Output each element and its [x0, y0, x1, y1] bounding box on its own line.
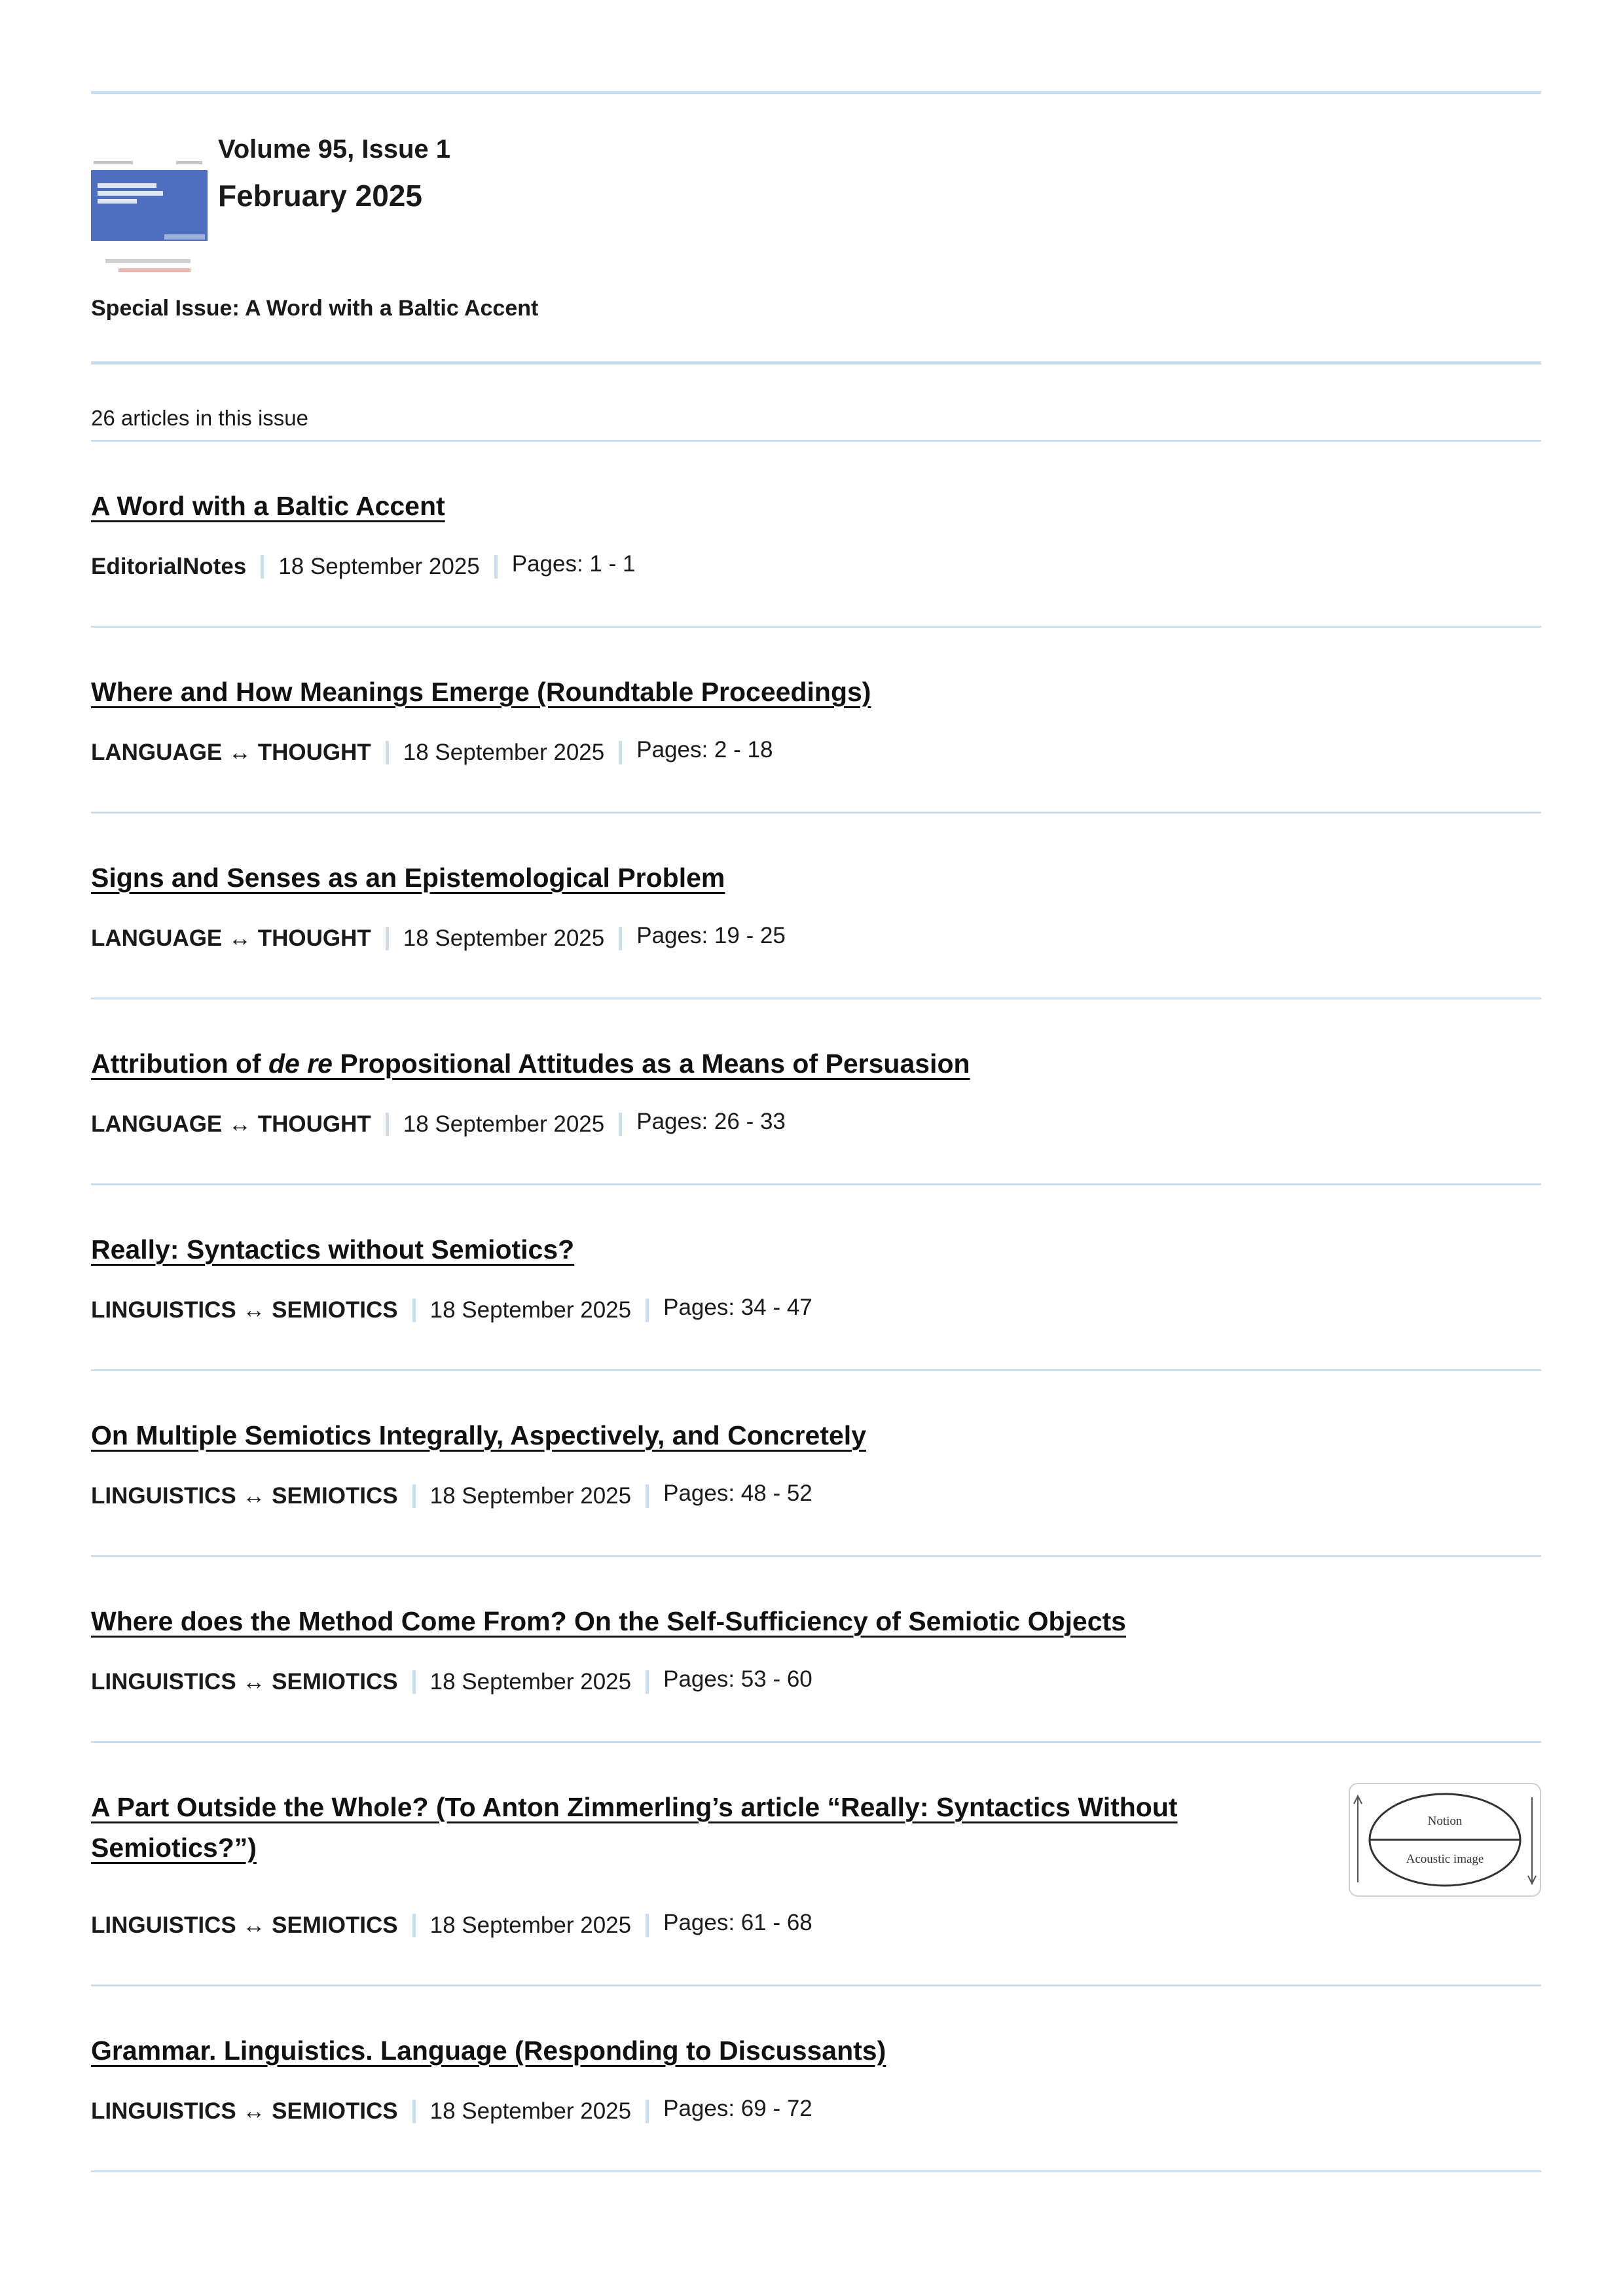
article-thumbnail-diagram[interactable] — [1349, 1783, 1541, 1897]
special-issue-title: Special Issue: A Word with a Baltic Accent — [91, 296, 539, 321]
meta-separator — [619, 741, 622, 764]
article-section: LINGUISTICS ↔ SEMIOTICS — [91, 1912, 398, 1938]
article-section: EditorialNotes — [91, 554, 247, 579]
meta-separator — [412, 2100, 416, 2123]
meta-separator — [619, 927, 622, 950]
diagram-label-notion: Notion — [1427, 1814, 1463, 1828]
article-section: LINGUISTICS ↔ SEMIOTICS — [91, 1483, 398, 1509]
title-part: Attribution of — [91, 1049, 268, 1079]
article-meta — [91, 551, 636, 580]
notion-acoustic-image-diagram — [1350, 1784, 1540, 1895]
list-item — [91, 627, 1541, 813]
list-item — [91, 441, 1541, 627]
article-list — [91, 441, 1541, 2172]
meta-separator — [412, 1670, 416, 1694]
header-divider — [91, 361, 1541, 365]
article-date: 18 September 2025 — [403, 1111, 605, 1137]
meta-separator — [386, 927, 389, 950]
article-section: LINGUISTICS ↔ SEMIOTICS — [91, 1669, 398, 1695]
meta-separator — [646, 2100, 649, 2123]
article-pages: Pages: 19 - 25 — [636, 923, 786, 948]
article-meta — [91, 1912, 812, 1939]
article-divider — [91, 2170, 1541, 2172]
meta-separator — [386, 1113, 389, 1136]
article-date: 18 September 2025 — [429, 2098, 632, 2124]
article-pages: Pages: 2 - 18 — [636, 737, 773, 762]
meta-separator — [412, 1914, 416, 1937]
article-section: LINGUISTICS ↔ SEMIOTICS — [91, 2098, 398, 2124]
meta-separator — [412, 1299, 416, 1322]
article-title-link[interactable] — [91, 1043, 1191, 1084]
article-date: 18 September 2025 — [278, 554, 480, 579]
article-date: 18 September 2025 — [403, 925, 605, 951]
list-item — [91, 1556, 1541, 1742]
meta-separator — [646, 1914, 649, 1937]
article-count: 26 articles in this issue — [91, 406, 308, 430]
list-item — [91, 1986, 1541, 2172]
article-title-link[interactable]: Where and How Meanings Emerge (Roundtable Proceedings) — [91, 677, 871, 707]
diagram-label-acoustic: Acoustic image — [1406, 1852, 1484, 1866]
article-meta — [91, 1480, 812, 1509]
article-meta — [91, 925, 786, 952]
article-title-link[interactable]: Really: Syntactics without Semiotics? — [91, 1234, 575, 1265]
article-title-link[interactable]: Where does the Method Come From? On the Self-Sufficiency of Semiotic Objects — [91, 1606, 1126, 1636]
article-pages: Pages: 69 - 72 — [663, 2096, 812, 2121]
title-italic-part: de re — [268, 1049, 333, 1079]
article-pages: Pages: 48 - 52 — [663, 1480, 812, 1506]
article-meta — [91, 1297, 812, 1323]
meta-separator — [619, 1113, 622, 1136]
meta-separator — [646, 1299, 649, 1322]
article-pages: Pages: 61 - 68 — [663, 1910, 812, 1935]
article-pages: Pages: 26 - 33 — [636, 1109, 786, 1134]
title-part: Propositional Attitudes as a Means of Persuasion — [332, 1049, 970, 1079]
list-item — [91, 999, 1541, 1185]
article-date: 18 September 2025 — [429, 1669, 632, 1695]
list-item — [91, 1742, 1541, 1986]
top-divider — [91, 91, 1541, 94]
issue-date: February 2025 — [218, 179, 422, 213]
article-section: LANGUAGE ↔ THOUGHT — [91, 1111, 371, 1137]
article-pages: Pages: 34 - 47 — [663, 1295, 812, 1320]
meta-separator — [386, 741, 389, 764]
article-title-link[interactable]: A Word with a Baltic Accent — [91, 491, 445, 521]
meta-separator — [646, 1670, 649, 1694]
article-section: LINGUISTICS ↔ SEMIOTICS — [91, 1297, 398, 1323]
article-meta — [91, 1666, 812, 1695]
list-item — [91, 813, 1541, 999]
list-item — [91, 1371, 1541, 1556]
article-meta — [91, 1111, 786, 1138]
article-title-link[interactable]: Grammar. Linguistics. Language (Responding to Discussants) — [91, 2036, 886, 2066]
article-title-link[interactable]: Signs and Senses as an Epistemological Problem — [91, 863, 725, 893]
article-title-link[interactable]: On Multiple Semiotics Integrally, Aspectively, and Concretely — [91, 1420, 866, 1450]
article-section: LANGUAGE ↔ THOUGHT — [91, 925, 371, 951]
article-meta — [91, 737, 773, 766]
meta-separator — [646, 1484, 649, 1508]
article-date: 18 September 2025 — [403, 740, 605, 765]
meta-separator — [261, 555, 264, 579]
article-pages: Pages: 1 - 1 — [511, 551, 636, 577]
article-date: 18 September 2025 — [429, 1912, 632, 1938]
article-meta — [91, 2098, 812, 2125]
list-item — [91, 1185, 1541, 1371]
article-date: 18 September 2025 — [429, 1297, 632, 1323]
meta-separator — [412, 1484, 416, 1508]
issue-volume: Volume 95, Issue 1 — [218, 135, 450, 164]
article-date: 18 September 2025 — [429, 1483, 632, 1509]
article-pages: Pages: 53 - 60 — [663, 1666, 812, 1692]
article-title-link[interactable]: A Part Outside the Whole? (To Anton Zimmerling’s article “Really: Syntactics Without Semiotics?”) — [91, 1792, 1178, 1863]
meta-separator — [494, 555, 498, 579]
journal-cover-image[interactable] — [91, 161, 208, 283]
article-section: LANGUAGE ↔ THOUGHT — [91, 740, 371, 765]
issue-header — [91, 124, 1541, 281]
